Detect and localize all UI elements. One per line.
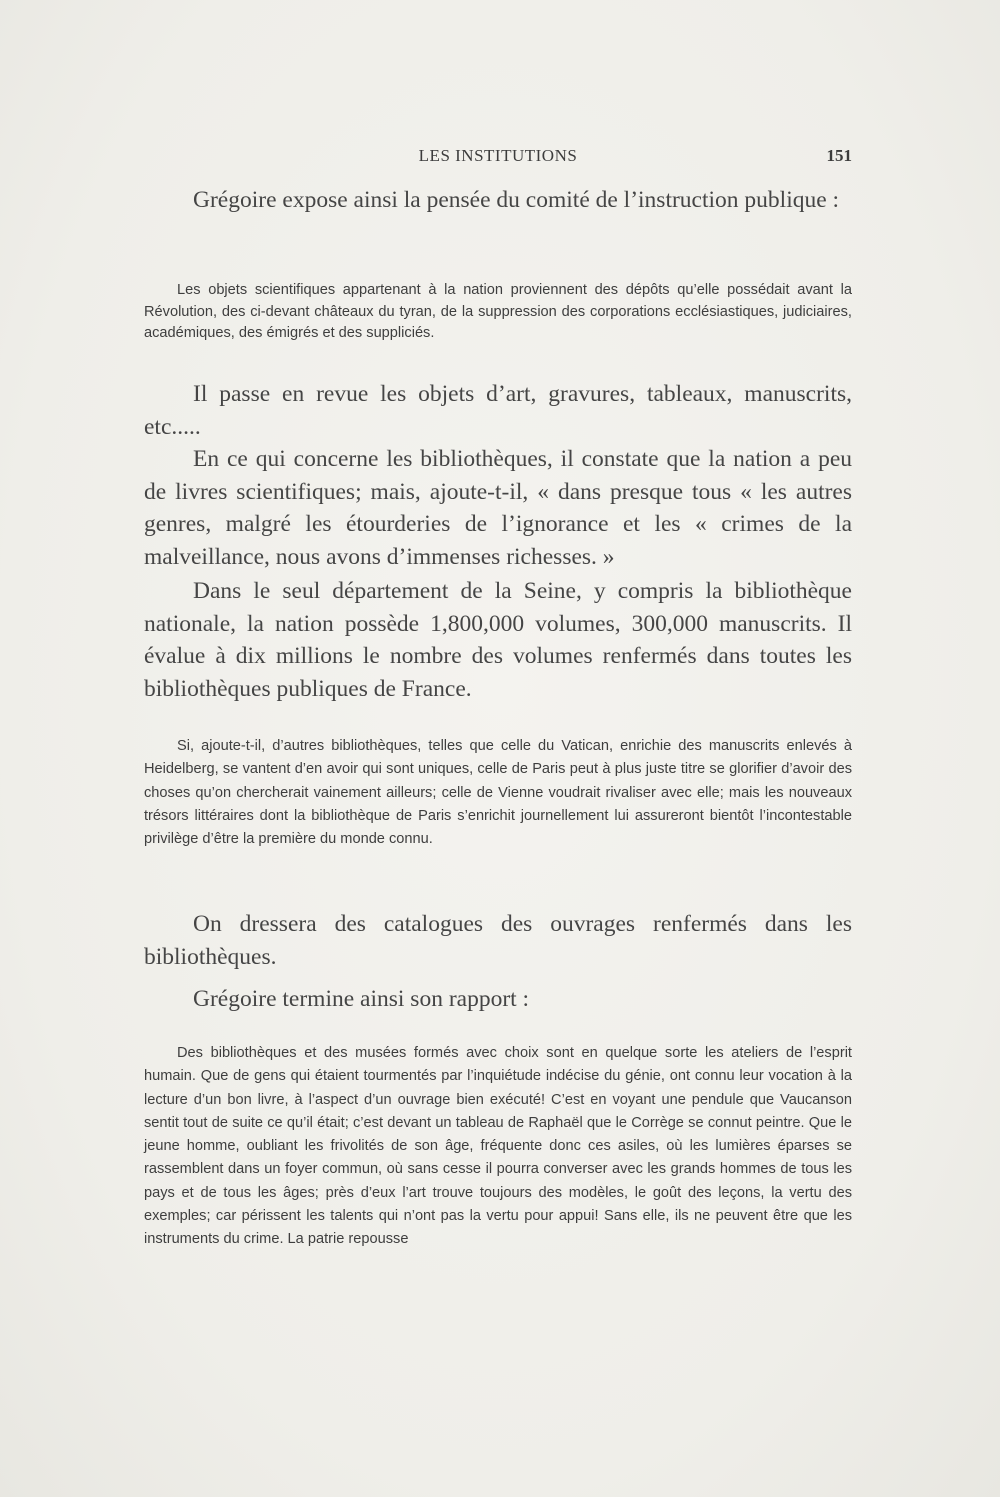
quote-bibliotheques-musees: Des bibliothèques et des musées formés avec choix sont en quelque sorte les ateliers de l’esprit humain. Que de gens qui étaient tourmentés par l’inquiétude indécise du génie, ont connu leur vocation à la lecture d’un bon livre, à l’aspect d’un ouvrage bien exécuté! C’est en voyant une pendule que Vaucanson sentit tout de suite ce qu’il était; c’est devant un tableau de Raphaël que le Corrège se connut peintre. Que le jeune homme, oubliant les frivolités de son âge, fréquente donc ces asiles, où les lumières éparses se rassemblent dans un foyer commun, où sans cesse il pourra converser avec les grands hommes de tous les pays et de tous les âges; près d’eux l’art trouve toujours des modèles, le goût des leçons, la vertu des exemples; car périssent les talents qui n’ont pas la vertu pour appui! Sans elle, ils ne peuvent être que les instruments du crime. La patrie repousse <box>144 1045 852 1248</box>
paragraph-bibliotheques: En ce qui concerne les bibliothèques, il constate que la nation a peu de livres scientifiques; mais, ajoute-t-il, « dans presque tous « les autres genres, malgré les étourderies de l’ignorance et les « crimes de la malveillance, nous avons d’immenses richesses. » <box>144 446 852 570</box>
paragraph-departement-seine: Dans le seul département de la Seine, y compris la bibliothèque nationale, la nation possède 1,800,000 volumes, 300,000 manuscrits. Il évalue à dix millions le nombre des volumes renfermés dans toutes les bibliothèques publiques de France. <box>144 578 852 702</box>
running-head: LES INSTITUTIONS <box>418 146 578 165</box>
paragraph-gregoire-termine: Grégoire termine ainsi son rapport : <box>193 986 530 1012</box>
paragraph-catalogues: On dressera des catalogues des ouvrages renfermés dans les bibliothèques. <box>144 911 852 970</box>
quote-vatican-paris: Si, ajoute-t-il, d’autres bibliothèques, telles que celle du Vatican, enrichie des manuscrits enlevés à Heidelberg, se vantent d’en avoir qui sont uniques, celle de Paris peut à plus juste titre se glorifier d’avoir des choses qu’on chercherait vainement ailleurs; celle de Vienne voudrait rivaliser avec elle; mais les nouveaux trésors littéraires dont la bibliothèque de Paris s’enrichit journellement lui assureront bientôt l’incontestable privilège d’être la première du monde connu. <box>144 738 852 848</box>
quote-objets-scientifiques: Les objets scientifiques appartenant à la nation proviennent des dépôts qu’elle possédait avant la Révolution, des ci-devant châteaux du tyran, de la suppression des corporations ecclésiastiques, judiciaires, académiques, des émigrés et des suppliciés. <box>144 282 852 342</box>
page-header <box>144 146 852 170</box>
paragraph-objets-art: Il passe en revue les objets d’art, gravures, tableaux, manuscrits, etc..... <box>144 381 852 440</box>
paragraph-gregoire-expose: Grégoire expose ainsi la pensée du comité de l’instruction publique : <box>193 187 840 213</box>
page-number: 151 <box>826 146 852 165</box>
